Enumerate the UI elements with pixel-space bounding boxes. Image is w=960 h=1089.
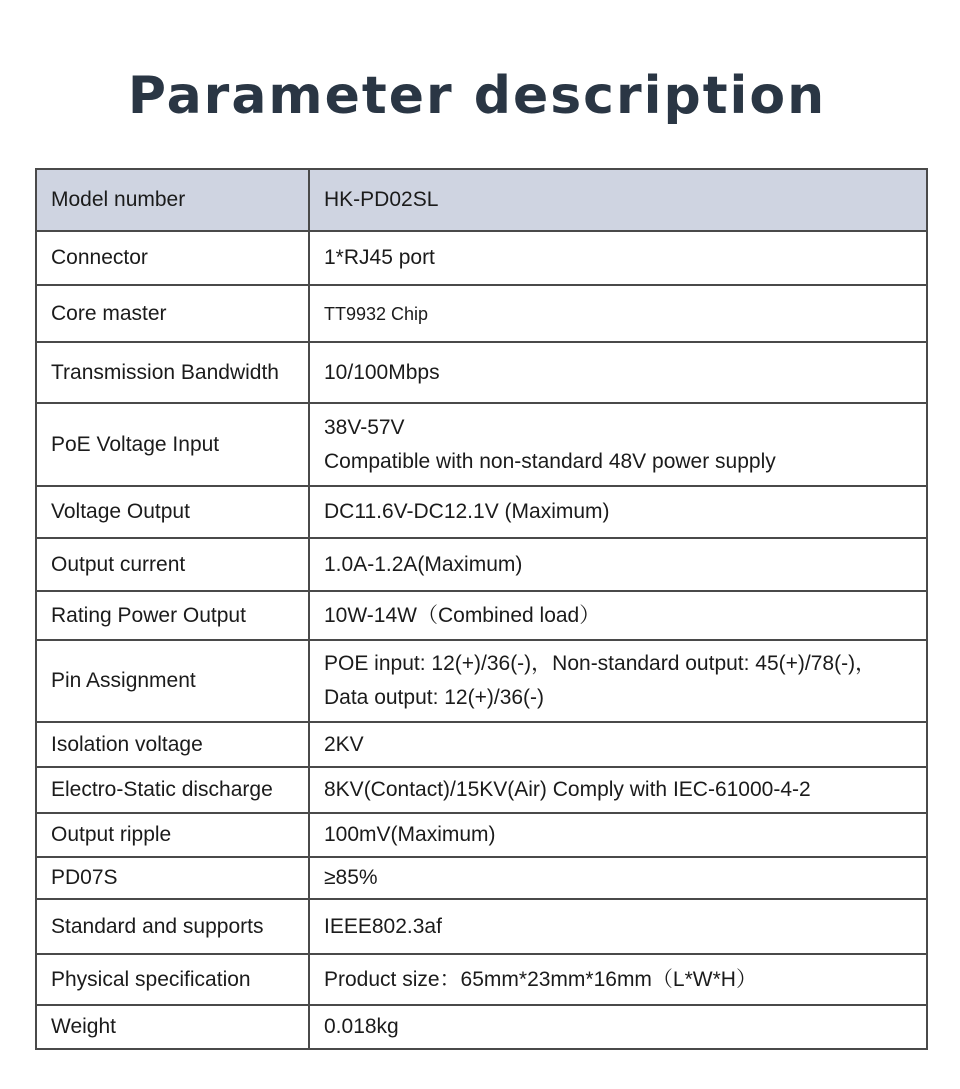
table-row [36,767,927,813]
page-title: Parameter description [127,66,827,126]
row-label-pin-assignment: Pin Assignment [36,640,309,722]
row-label-physical-specification: Physical specification [36,954,309,1005]
table-row [36,857,927,899]
row-value-physical-specification: Product size：65mm*23mm*16mm（L*W*H） [309,954,927,1005]
row-value-pin-assignment: POE input: 12(+)/36(-)，Non-standard output: 45(+)/78(-)， Data output: 12(+)/36(-) [309,640,927,722]
table-row [36,486,927,538]
table-row [36,285,927,342]
row-value-core-master: TT9932 Chip [309,285,927,342]
row-label-poe-voltage-input: PoE Voltage Input [36,403,309,486]
header-label-cell: Model number [36,169,309,231]
table-row [36,538,927,591]
row-label-standard: Standard and supports [36,899,309,954]
row-label-pd07s: PD07S [36,857,309,899]
table-row [36,591,927,640]
table-row [36,813,927,857]
header-value-cell: HK-PD02SL [309,169,927,231]
row-label-isolation-voltage: Isolation voltage [36,722,309,767]
row-label-core-master: Core master [36,285,309,342]
row-value-weight: 0.018kg [309,1005,927,1049]
table-row [36,342,927,403]
row-value-bandwidth: 10/100Mbps [309,342,927,403]
row-value-rating-power-output: 10W-14W（Combined load） [309,591,927,640]
row-value-poe-voltage-input: 38V-57V Compatible with non-standard 48V power supply [309,403,927,486]
row-value-output-ripple: 100mV(Maximum) [309,813,927,857]
row-label-rating-power-output: Rating Power Output [36,591,309,640]
table-header-row [36,169,927,231]
row-value-standard: IEEE802.3af [309,899,927,954]
row-label-weight: Weight [36,1005,309,1049]
row-value-pd07s: ≥85% [309,857,927,899]
table-row [36,899,927,954]
row-label-output-ripple: Output ripple [36,813,309,857]
table-row [36,231,927,285]
row-value-isolation-voltage: 2KV [309,722,927,767]
row-value-connector: 1*RJ45 port [309,231,927,285]
row-label-connector: Connector [36,231,309,285]
parameter-table [35,168,928,1050]
row-label-esd: Electro-Static discharge [36,767,309,813]
table-row [36,954,927,1005]
row-value-output-current: 1.0A-1.2A(Maximum) [309,538,927,591]
row-value-esd: 8KV(Contact)/15KV(Air) Comply with IEC-61000-4-2 [309,767,927,813]
row-label-voltage-output: Voltage Output [36,486,309,538]
table-row [36,722,927,767]
row-value-voltage-output: DC11.6V-DC12.1V (Maximum) [309,486,927,538]
row-label-output-current: Output current [36,538,309,591]
table-row [36,403,927,486]
table-row [36,640,927,722]
row-label-bandwidth: Transmission Bandwidth [36,342,309,403]
table-row [36,1005,927,1049]
